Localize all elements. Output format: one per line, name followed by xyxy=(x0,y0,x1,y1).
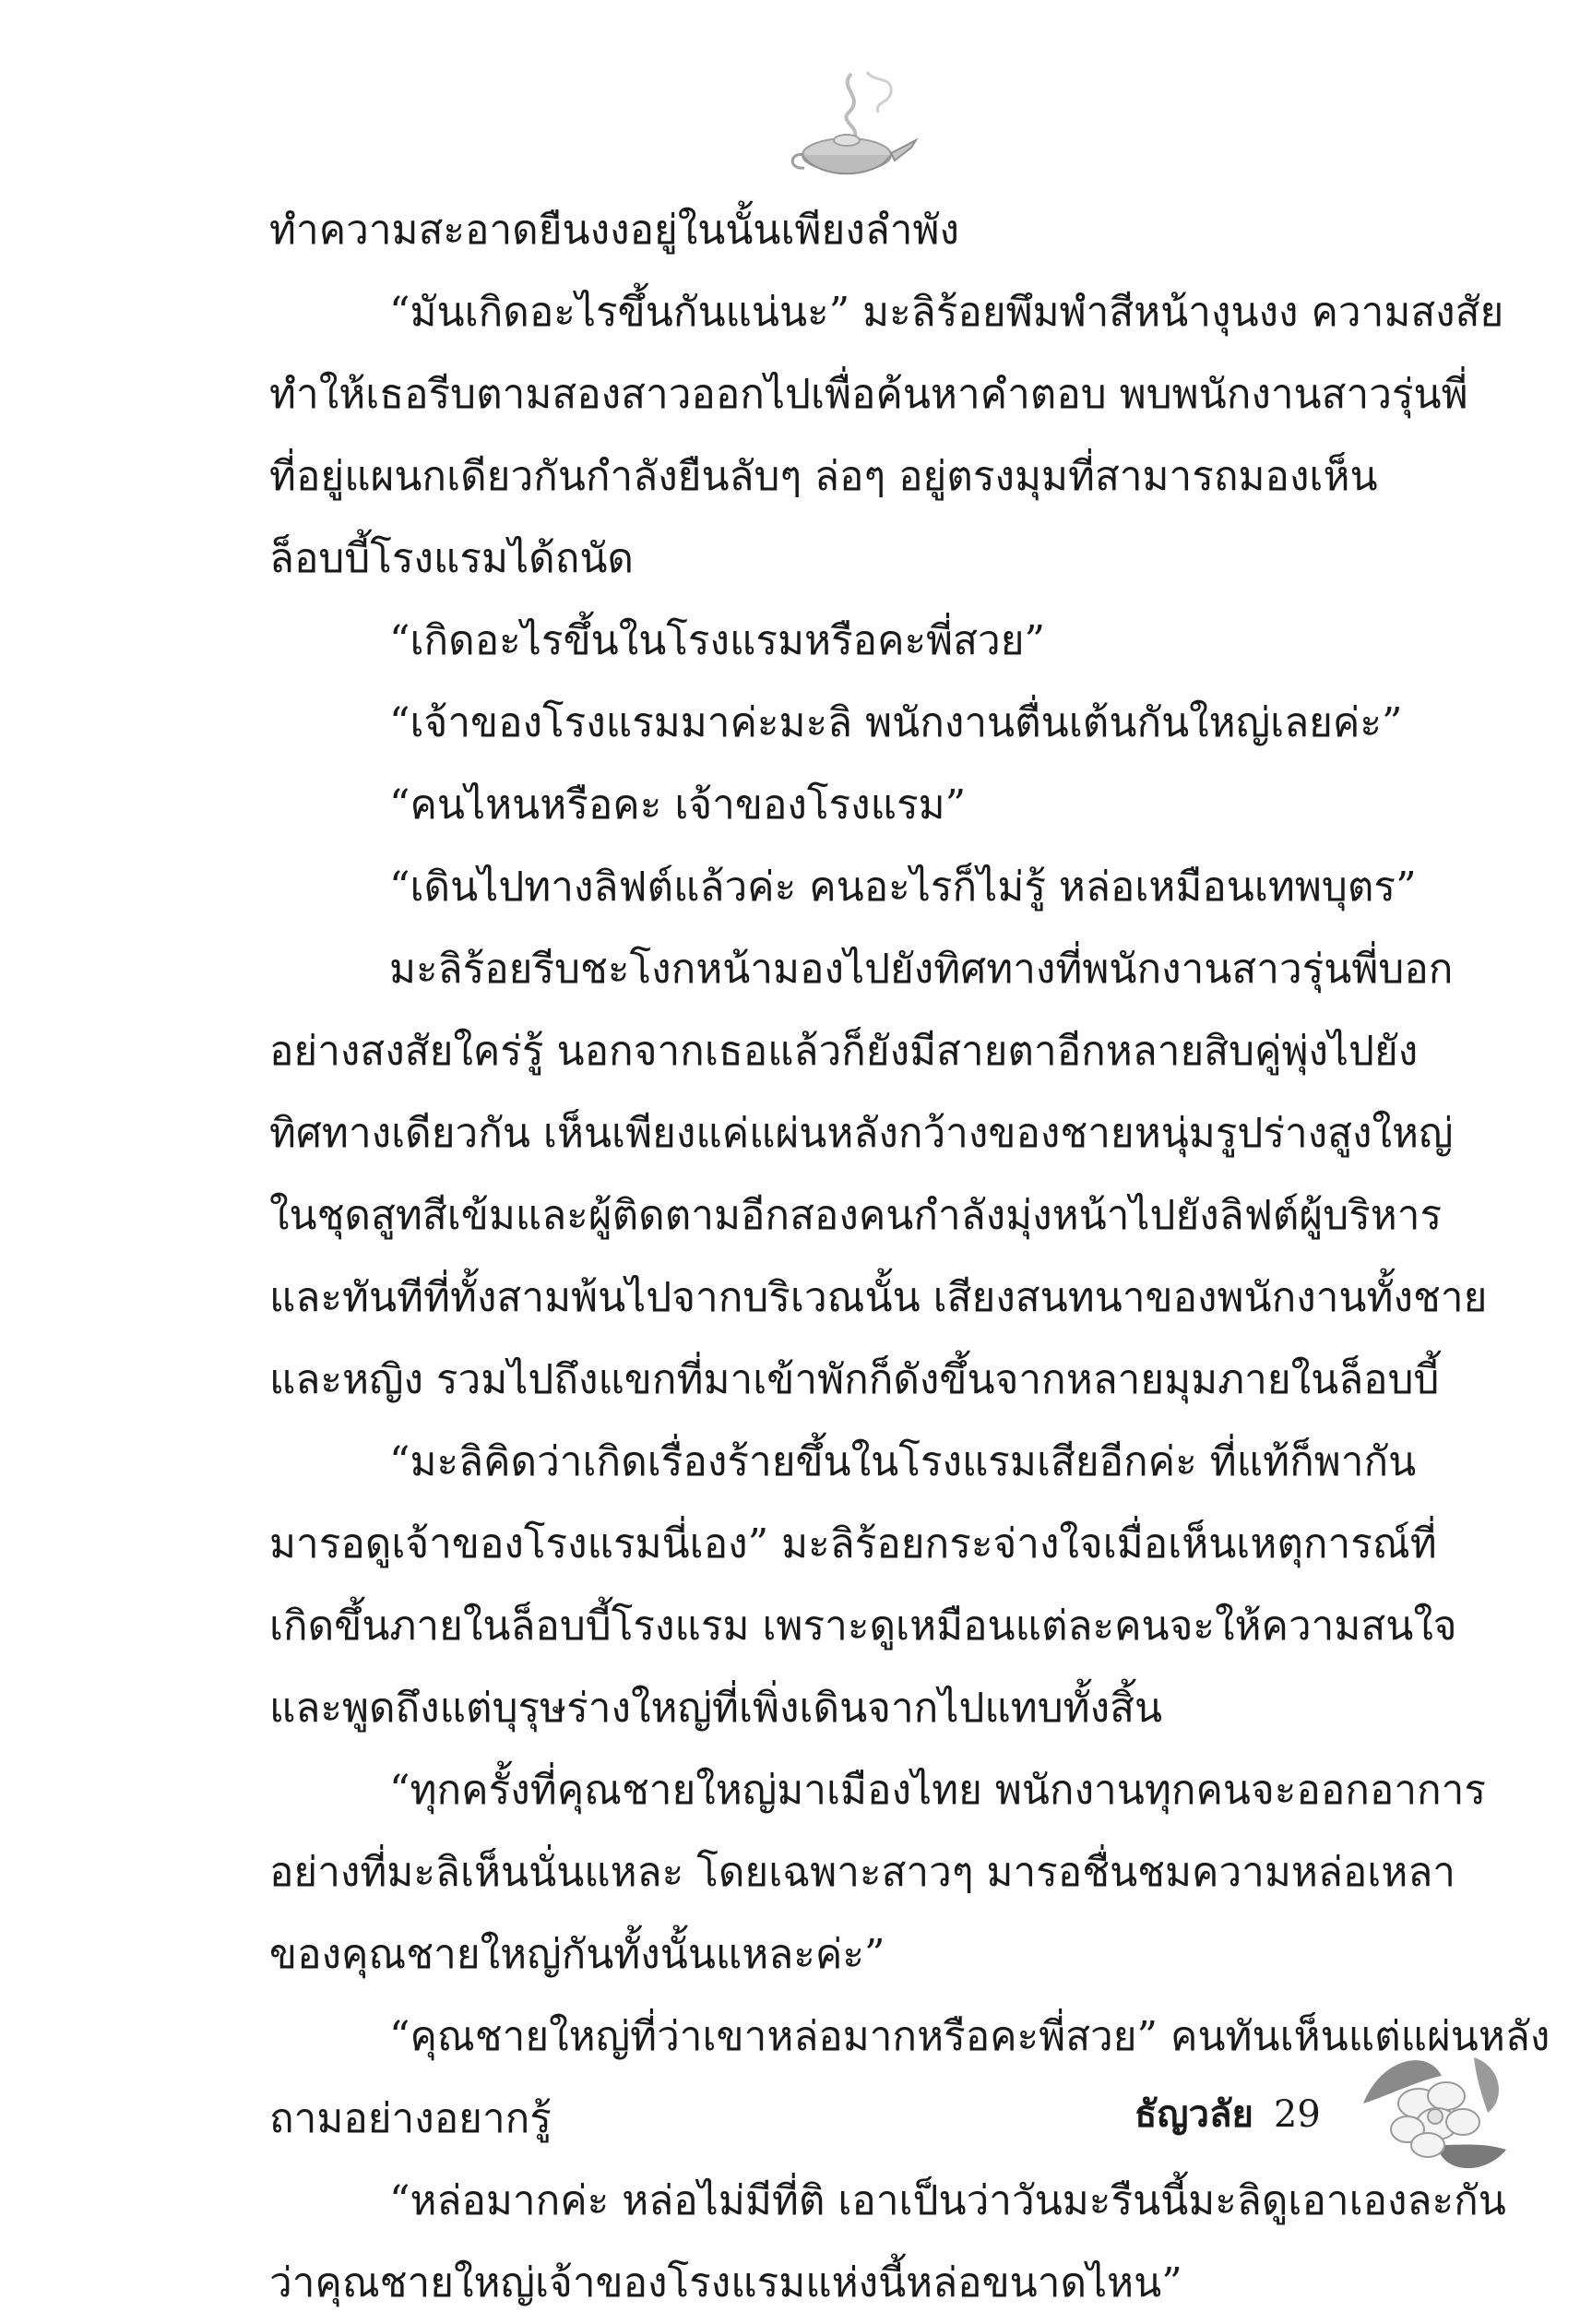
text-line: ถามอย่างอยากรู้ xyxy=(269,2095,552,2142)
body-text xyxy=(269,189,1550,2324)
page-footer xyxy=(1135,2087,1321,2142)
genie-lamp-icon xyxy=(782,55,921,194)
text-line: ทำความสะอาดยืนงงอยู่ในนั้นเพียงลำพัง xyxy=(269,207,959,254)
text-line: ว่าคุณชายใหญ่เจ้าของโรงแรมแห่งนี้หล่อขนาดไหน” xyxy=(269,2259,1182,2306)
book-title: ธัญวลัย xyxy=(1135,2092,1253,2136)
text-line: เกิดขึ้นภายในล็อบบี้โรงแรม เพราะดูเหมือนแต่ละคนจะให้ความสนใจ xyxy=(269,1603,1457,1650)
text-line: “คนไหนหรือคะ เจ้าของโรงแรม” xyxy=(389,781,967,828)
text-line: ทิศทางเดียวกัน เห็นเพียงแค่แผ่นหลังกว้างของชายหนุ่มรูปร่างสูงใหญ่ xyxy=(269,1110,1454,1157)
text-line: “มะลิคิดว่าเกิดเรื่องร้ายขึ้นในโรงแรมเสียอีกค่ะ ที่แท้ก็พากัน xyxy=(389,1438,1417,1485)
text-line: อย่างที่มะลิเห็นนั่นแหละ โดยเฉพาะสาวๆ มารอชื่นชมความหล่อเหลา xyxy=(269,1849,1455,1896)
text-line: “มันเกิดอะไรขึ้นกันแน่นะ” มะลิร้อยพึมพำสีหน้างุนงง ความสงสัย xyxy=(389,289,1504,336)
text-line: “ทุกครั้งที่คุณชายใหญ่มาเมืองไทย พนักงานทุกคนจะออกอาการ xyxy=(389,1767,1487,1814)
text-line: และพูดถึงแต่บุรุษร่างใหญ่ที่เพิ่งเดินจากไปแทบทั้งสิ้น xyxy=(269,1685,1163,1732)
jasmine-flower-icon xyxy=(1354,2039,1511,2177)
text-line: “คุณชายใหญ่ที่ว่าเขาหล่อมากหรือคะพี่สวย” คนทันเห็นแต่แผ่นหลัง xyxy=(389,2013,1550,2060)
text-line: ของคุณชายใหญ่กันทั้งนั้นแหละค่ะ” xyxy=(269,1931,885,1978)
text-line: มารอดูเจ้าของโรงแรมนี่เอง” มะลิร้อยกระจ่างใจเมื่อเห็นเหตุการณ์ที่ xyxy=(269,1520,1437,1567)
text-line: ล็อบบี้โรงแรมได้ถนัด xyxy=(269,535,634,582)
text-line: และทันทีที่ทั้งสามพ้นไปจากบริเวณนั้น เสียงสนทนาของพนักงานทั้งชาย xyxy=(269,1274,1488,1321)
text-line: มะลิร้อยรีบชะโงกหน้ามองไปยังทิศทางที่พนักงานสาวรุ่นพี่บอก xyxy=(389,946,1454,993)
text-line: “หล่อมากค่ะ หล่อไม่มีที่ติ เอาเป็นว่าวันมะรืนนี้มะลิดูเอาเองละกัน xyxy=(389,2177,1506,2224)
text-line: “เดินไปทางลิฟต์แล้วค่ะ คนอะไรก็ไม่รู้ หล่อเหมือนเทพบุตร” xyxy=(389,864,1417,911)
text-line: ในชุดสูทสีเข้มและผู้ติดตามอีกสองคนกำลังมุ่งหน้าไปยังลิฟต์ผู้บริหาร xyxy=(269,1192,1443,1239)
page-number: 29 xyxy=(1273,2093,1321,2136)
text-line: และหญิง รวมไปถึงแขกที่มาเข้าพักก็ดังขึ้นจากหลายมุมภายในล็อบบี้ xyxy=(269,1356,1440,1403)
text-line: “เจ้าของโรงแรมมาค่ะมะลิ พนักงานตื่นเต้นกันใหญ่เลยค่ะ” xyxy=(389,699,1403,746)
text-line: อย่างสงสัยใคร่รู้ นอกจากเธอแล้วก็ยังมีสายตาอีกหลายสิบคู่พุ่งไปยัง xyxy=(269,1028,1419,1075)
text-line: ที่อยู่แผนกเดียวกันกำลังยืนลับๆ ล่อๆ อยู่ตรงมุมที่สามารถมองเห็น xyxy=(269,453,1378,500)
text-line: “เกิดอะไรขึ้นในโรงแรมหรือคะพี่สวย” xyxy=(389,617,1046,664)
text-line: ทำให้เธอรีบตามสองสาวออกไปเพื่อค้นหาคำตอบ พบพนักงานสาวรุ่นพี่ xyxy=(269,371,1468,418)
